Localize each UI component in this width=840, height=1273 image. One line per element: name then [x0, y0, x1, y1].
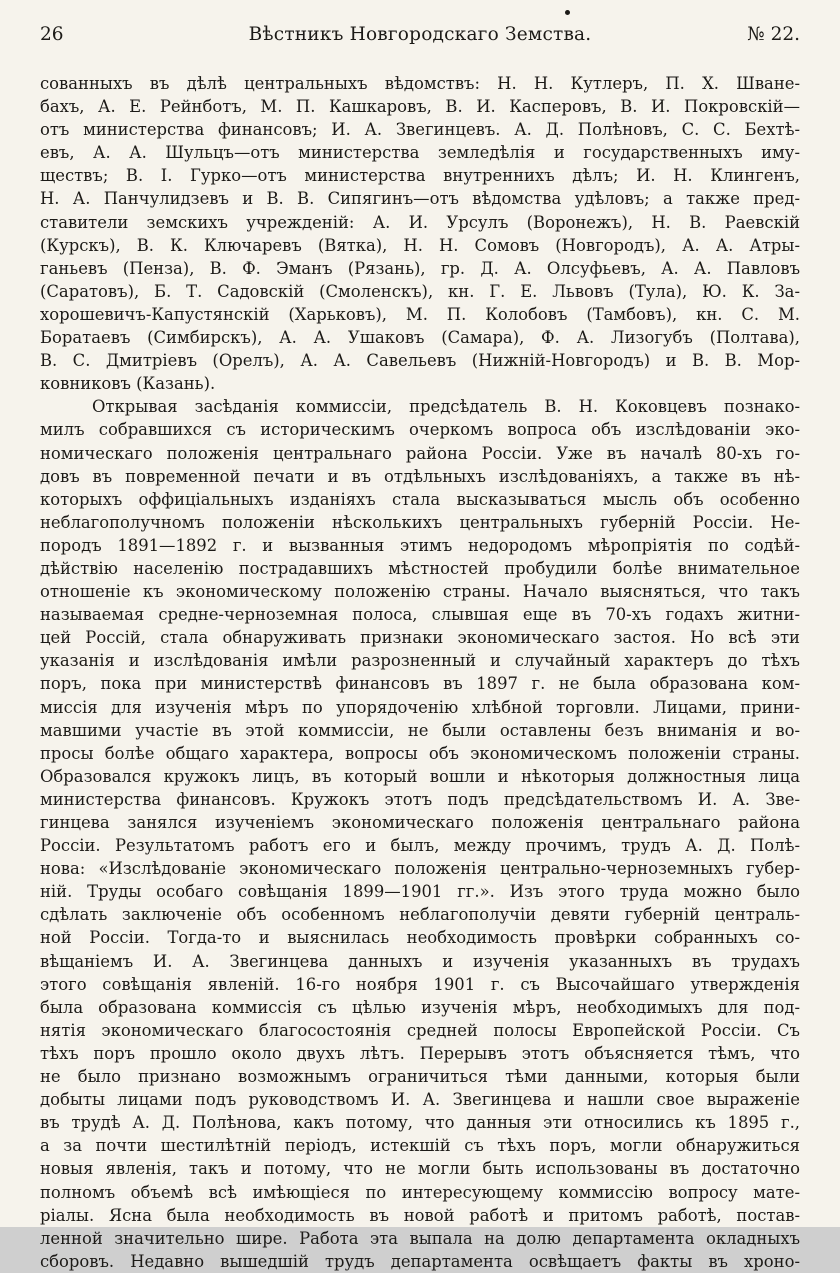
body-text — [40, 72, 800, 1273]
text-line: номическаго положенія центральнаго района Россіи. Уже въ началѣ 80-хъ го- — [40, 443, 800, 463]
text-line: была образована коммиссія съ цѣлью изученія мѣръ, необходимыхъ для под- — [40, 997, 800, 1017]
text-line: просы болѣе общаго характера, вопросы объ экономическомъ положеніи страны. — [40, 743, 800, 763]
text-line: ній. Труды особаго совѣщанія 1899—1901 гг.». Изъ этого труда можно было — [40, 882, 800, 902]
page-number: 26 — [40, 24, 64, 45]
text-line: ставители земскихъ учрежденій: А. И. Урсулъ (Воронежъ), Н. В. Раевскій — [40, 212, 800, 232]
text-line: указанія и изслѣдованія имѣли разрозненный и случайный характеръ до тѣхъ — [40, 651, 800, 671]
text-line: въ трудѣ А. Д. Полѣнова, какъ потому, что данныя эти относились къ 1895 г., — [40, 1113, 800, 1133]
text-line: поръ, пока при министерствѣ финансовъ въ 1897 г. не была образована ком- — [40, 674, 800, 694]
text-line: ганьевъ (Пенза), В. Ф. Эманъ (Рязань), гр. Д. А. Олсуфьевъ, А. А. Павловъ — [40, 258, 800, 278]
text-line: породъ 1891—1892 г. и вызванныя этимъ недородомъ мѣропріятія по содѣй- — [40, 535, 800, 555]
text-line: мавшими участіе въ этой коммиссіи, не были оставлены безъ вниманія и во- — [40, 720, 800, 740]
text-line: нятія экономическаго благосостоянія средней полосы Европейской Россіи. Съ — [40, 1020, 800, 1040]
text-line: сдѣлать заключеніе объ особенномъ неблагополучіи девяти губерній централь- — [40, 905, 800, 925]
text-line: евъ, А. А. Шульцъ—отъ министерства земледѣлія и государственныхъ иму- — [40, 143, 800, 163]
text-line: Боратаевъ (Симбирскъ), А. А. Ушаковъ (Самара), Ф. А. Лизогубъ (Полтава), — [40, 328, 800, 348]
text-line: Н. А. Панчулидзевъ и В. В. Сипягинъ—отъ вѣдомства удѣловъ; а также пред- — [40, 189, 800, 209]
text-line: (Саратовъ), Б. Т. Садовскій (Смоленскъ), кн. Г. Е. Львовъ (Тула), Ю. К. За- — [40, 281, 800, 301]
text-line: сборовъ. Недавно вышедшій трудъ департамента освѣщаетъ факты въ хроно- — [40, 1251, 800, 1271]
text-line: ковниковъ (Казань). — [40, 374, 216, 394]
text-line: этого совѣщанія явленій. 16-го ноября 1901 г. съ Высочайшаго утвержденія — [40, 974, 800, 994]
text-line: а за почти шестилѣтній періодъ, истекшій съ тѣхъ поръ, могли обнаружиться — [40, 1136, 800, 1156]
issue-number: № 22. — [747, 24, 800, 45]
text-line: Открывая засѣданія коммиссіи, предсѣдатель В. Н. Коковцевъ познако- — [92, 397, 800, 417]
text-line: министерства финансовъ. Кружокъ этотъ подъ предсѣдательствомъ И. А. Зве- — [40, 789, 800, 809]
text-line: В. С. Дмитріевъ (Орелъ), А. А. Савельевъ (Нижній-Новгородъ) и В. В. Мор- — [40, 351, 800, 371]
paragraph — [40, 395, 800, 1273]
text-line: тѣхъ поръ прошло около двухъ лѣтъ. Перерывъ этотъ объясняется тѣмъ, что — [40, 1043, 800, 1063]
text-line: ріалы. Ясна была необходимость въ новой работѣ и притомъ работѣ, постав- — [40, 1205, 800, 1225]
text-line: ной Россіи. Тогда-то и выяснилась необходимость провѣрки собранныхъ со- — [40, 928, 800, 948]
header-ornament-dot — [565, 10, 570, 15]
text-line: отношеніе къ экономическому положенію страны. Начало выясняться, что такъ — [40, 582, 800, 602]
text-line: сованныхъ въ дѣлѣ центральныхъ вѣдомствъ: Н. Н. Кутлеръ, П. Х. Шване- — [40, 74, 800, 93]
text-line: (Курскъ), В. К. Ключаревъ (Вятка), Н. Н. Сомовъ (Новгородъ), А. А. Атры- — [40, 235, 800, 255]
text-line: добыты лицами подъ руководствомъ И. А. Звегинцева и нашли свое выраженіе — [40, 1090, 800, 1110]
text-line: вѣщаніемъ И. А. Звегинцева данныхъ и изученія указанныхъ въ трудахъ — [40, 951, 800, 971]
text-line: ленной значительно шире. Работа эта выпала на долю департамента окладныхъ — [40, 1228, 800, 1248]
text-line: цей Россій, стала обнаруживать признаки экономическаго застоя. Но всѣ эти — [40, 628, 800, 648]
journal-title: Вѣстникъ Новгородскаго Земства. — [248, 24, 592, 45]
text-line: называемая средне-черноземная полоса, слывшая еще въ 70-хъ годахъ житни- — [40, 605, 800, 625]
text-line: ществъ; В. І. Гурко—отъ министерства внутреннихъ дѣлъ; И. Н. Клингенъ, — [40, 166, 800, 186]
text-line: отъ министерства финансовъ; И. А. Звегинцевъ. А. Д. Полѣновъ, С. С. Бехтѣ- — [40, 120, 800, 140]
running-head — [40, 22, 800, 48]
text-line: Россіи. Результатомъ работъ его и былъ, между прочимъ, трудъ А. Д. Полѣ- — [40, 836, 800, 856]
text-line: хорошевичъ-Капустянскій (Харьковъ), М. П. Колобовъ (Тамбовъ), кн. С. М. — [40, 304, 800, 324]
text-line: гинцева занялся изученіемъ экономическаго положенія центральнаго района — [40, 813, 800, 832]
text-line: бахъ, А. Е. Рейнботъ, М. П. Кашкаровъ, В. И. Касперовъ, В. И. Покровскій— — [40, 97, 800, 117]
text-line: неблагополучномъ положеніи нѣсколькихъ центральныхъ губерній Россіи. Не- — [40, 512, 800, 532]
text-line: полномъ объемѣ всѣ имѣющіеся по интересующему коммиссію вопросу мате- — [40, 1182, 800, 1202]
text-line: милъ собравшихся съ историческимъ очеркомъ вопроса объ изслѣдованіи эко- — [40, 420, 800, 440]
text-line: которыхъ оффиціальныхъ изданіяхъ стала высказываться мысль объ особенно — [40, 489, 800, 509]
paragraph — [40, 72, 800, 395]
text-line: миссія для изученія мѣръ по упорядоченію хлѣбной торговли. Лицами, прини- — [40, 697, 800, 717]
text-line: нова: «Изслѣдованіе экономическаго положенія центрально-черноземныхъ губер- — [40, 859, 800, 879]
text-line: дѣйствію населенію пострадавшихъ мѣстностей пробудили болѣе внимательное — [40, 558, 800, 578]
text-line: новыя явленія, такъ и потому, что не могли быть использованы въ достаточно — [40, 1159, 800, 1179]
text-line: не было признано возможнымъ ограничиться тѣми данными, которыя были — [40, 1067, 800, 1087]
text-line: Образовался кружокъ лицъ, въ который вошли и нѣкоторыя должностныя лица — [40, 766, 800, 786]
text-line: довъ въ повременной печати и въ отдѣльныхъ изслѣдованіяхъ, а также въ нѣ- — [40, 466, 800, 486]
